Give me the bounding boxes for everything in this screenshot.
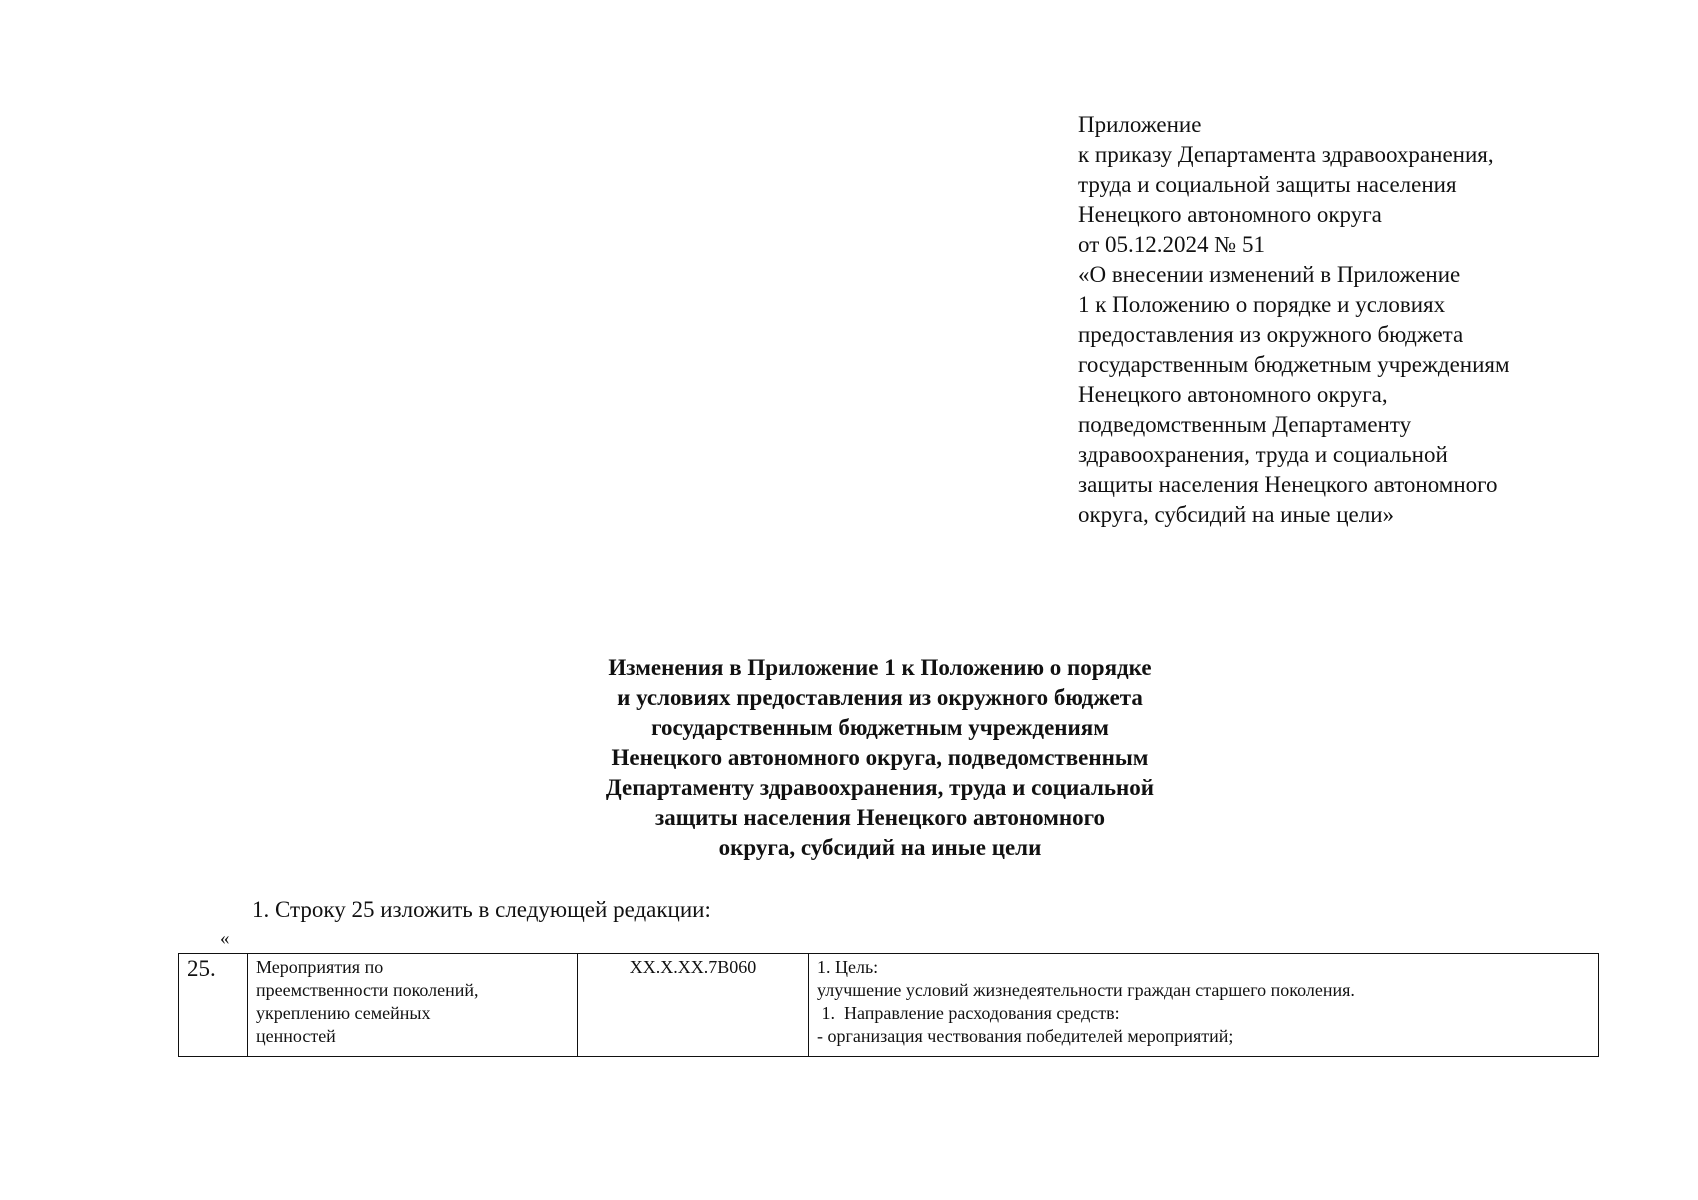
name-line: Мероприятия по (256, 957, 384, 977)
name-line: ценностей (256, 1026, 336, 1046)
document-title (520, 653, 1240, 863)
appendix-line: здравоохранения, труда и социальной (1078, 442, 1448, 467)
title-line: Изменения в Приложение 1 к Положению о порядке (608, 655, 1152, 680)
appendix-line: округа, субсидий на иные цели» (1078, 502, 1395, 527)
name-line: укреплению семейных (256, 1003, 431, 1023)
appendix-line: 1 к Положению о порядке и условиях (1078, 292, 1446, 317)
appendix-line: «О внесении изменений в Приложение (1078, 262, 1461, 287)
appendix-line: труда и социальной защиты населения (1078, 172, 1457, 197)
title-line: Ненецкого автономного округа, подведомственным (611, 745, 1149, 770)
appendix-line: предоставления из окружного бюджета (1078, 322, 1464, 347)
amendment-table (178, 953, 1599, 1057)
appendix-line: Приложение (1078, 112, 1202, 137)
title-line: государственным бюджетным учреждениям (651, 715, 1109, 740)
table-row (179, 954, 1599, 1057)
appendix-line: Ненецкого автономного округа (1078, 202, 1382, 227)
appendix-line: от 05.12.2024 № 51 (1078, 232, 1265, 257)
opening-quote: « (220, 928, 230, 949)
row-description-cell (809, 954, 1599, 1057)
description-line: 1. Цель: (817, 957, 879, 977)
row-name-cell (248, 954, 578, 1057)
title-line: округа, субсидий на иные цели (718, 835, 1042, 860)
appendix-line: Ненецкого автономного округа, (1078, 382, 1388, 407)
description-line: улучшение условий жизнедеятельности граждан старшего поколения. (817, 980, 1355, 1000)
name-line: преемственности поколений, (256, 980, 479, 1000)
appendix-line: государственным бюджетным учреждениям (1078, 352, 1510, 377)
appendix-line: к приказу Департамента здравоохранения, (1078, 142, 1494, 167)
row-number-cell: 25. (179, 954, 248, 1057)
title-line: и условиях предоставления из окружного бюджета (617, 685, 1143, 710)
appendix-line: подведомственным Департаменту (1078, 412, 1412, 437)
instruction-text: 1. Строку 25 изложить в следующей редакции: (252, 897, 711, 922)
appendix-line: защиты населения Ненецкого автономного (1078, 472, 1498, 497)
description-line: 1. Направление расходования средств: (817, 1003, 1120, 1023)
description-line: - организация чествования победителей мероприятий; (817, 1026, 1234, 1046)
appendix-header (1078, 110, 1638, 530)
row-code-cell: XX.X.XX.7B060 (578, 954, 809, 1057)
title-line: Департаменту здравоохранения, труда и социальной (605, 775, 1155, 800)
title-line: защиты населения Ненецкого автономного (654, 805, 1105, 830)
